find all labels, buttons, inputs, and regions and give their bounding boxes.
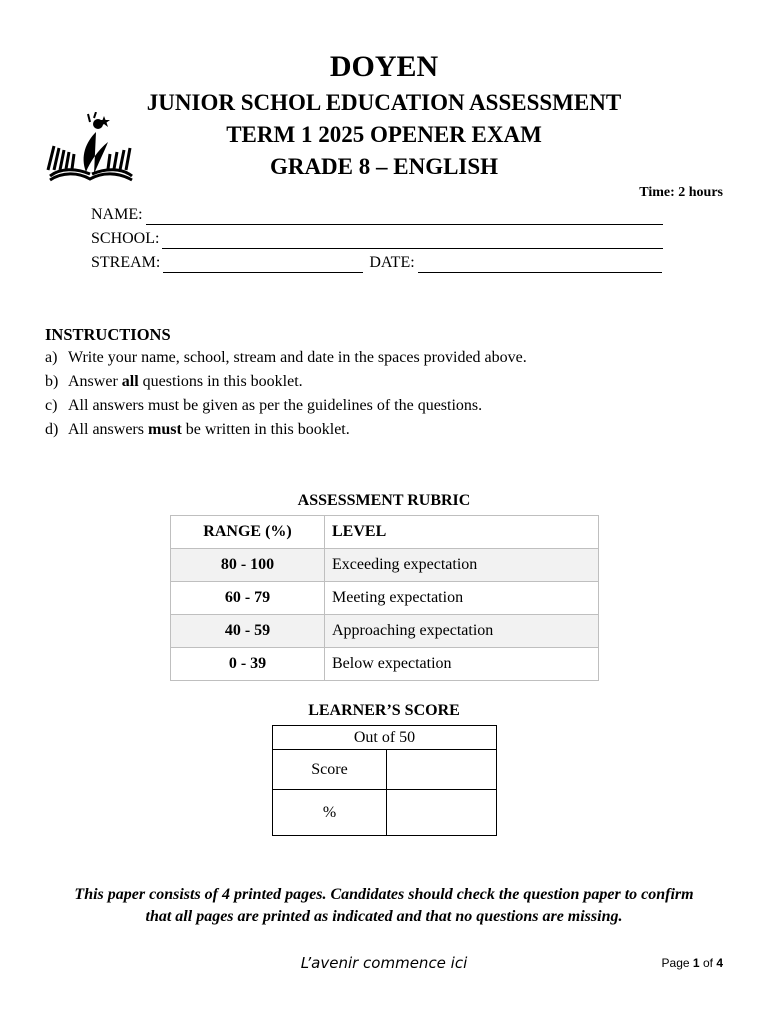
- level-header: LEVEL: [325, 516, 599, 549]
- name-field[interactable]: [91, 205, 663, 225]
- book-with-reader-logo-icon: [46, 112, 136, 184]
- learner-score-table: [272, 725, 497, 836]
- school-motto: L’avenir commence ici: [300, 954, 468, 972]
- school-line[interactable]: [162, 233, 663, 249]
- stream-date-field[interactable]: [91, 253, 662, 273]
- instruction-item: a) Write your name, school, stream and date in the spaces provided above.: [45, 349, 527, 366]
- school-label: SCHOOL:: [91, 230, 160, 247]
- date-line[interactable]: [418, 257, 662, 273]
- page-count-note: This paper consists of 4 printed pages. Candidates should check the question paper to confirm that all pages are printed as indicated and that no questions are missing.: [74, 886, 694, 925]
- stream-line[interactable]: [163, 257, 363, 273]
- score-label: Score: [273, 750, 387, 790]
- table-header-row: [171, 516, 599, 549]
- rubric-title: ASSESSMENT RUBRIC: [297, 492, 471, 509]
- school-field[interactable]: [91, 229, 663, 249]
- assessment-rubric-table: [170, 515, 599, 681]
- instruction-item: d) All answers must be written in this booklet.: [45, 421, 350, 438]
- learner-score-title: LEARNER’S SCORE: [308, 702, 460, 719]
- percent-value-box[interactable]: [387, 790, 497, 836]
- score-value-box[interactable]: [387, 750, 497, 790]
- range-cell: 0 - 39: [171, 648, 325, 681]
- instruction-item: c) All answers must be given as per the guidelines of the questions.: [45, 397, 483, 414]
- table-row: [171, 582, 599, 615]
- exam-title: DOYEN: [329, 50, 439, 83]
- exam-duration: Time: 2 hours: [639, 185, 723, 200]
- range-cell: 60 - 79: [171, 582, 325, 615]
- name-label: NAME:: [91, 206, 143, 223]
- instructions-title: INSTRUCTIONS: [45, 325, 171, 344]
- exam-term: TERM 1 2025 OPENER EXAM: [226, 122, 542, 147]
- range-header: RANGE (%): [171, 516, 325, 549]
- score-out-of: Out of 50: [273, 726, 497, 750]
- date-label: DATE:: [369, 254, 415, 271]
- range-cell: 40 - 59: [171, 615, 325, 648]
- exam-subtitle: JUNIOR SCHOL EDUCATION ASSESSMENT: [146, 90, 622, 115]
- level-cell: Exceeding expectation: [325, 549, 599, 582]
- instruction-item: b) Answer all questions in this booklet.: [45, 373, 303, 390]
- stream-label: STREAM:: [91, 254, 161, 271]
- range-cell: 80 - 100: [171, 549, 325, 582]
- table-row: [171, 648, 599, 681]
- page-number: Page 1 of 4: [661, 956, 723, 970]
- level-cell: Below expectation: [325, 648, 599, 681]
- percent-label: %: [273, 790, 387, 836]
- exam-grade-subject: GRADE 8 – ENGLISH: [269, 154, 499, 179]
- table-row: [171, 549, 599, 582]
- level-cell: Approaching expectation: [325, 615, 599, 648]
- name-line[interactable]: [146, 209, 663, 225]
- table-row: [171, 615, 599, 648]
- level-cell: Meeting expectation: [325, 582, 599, 615]
